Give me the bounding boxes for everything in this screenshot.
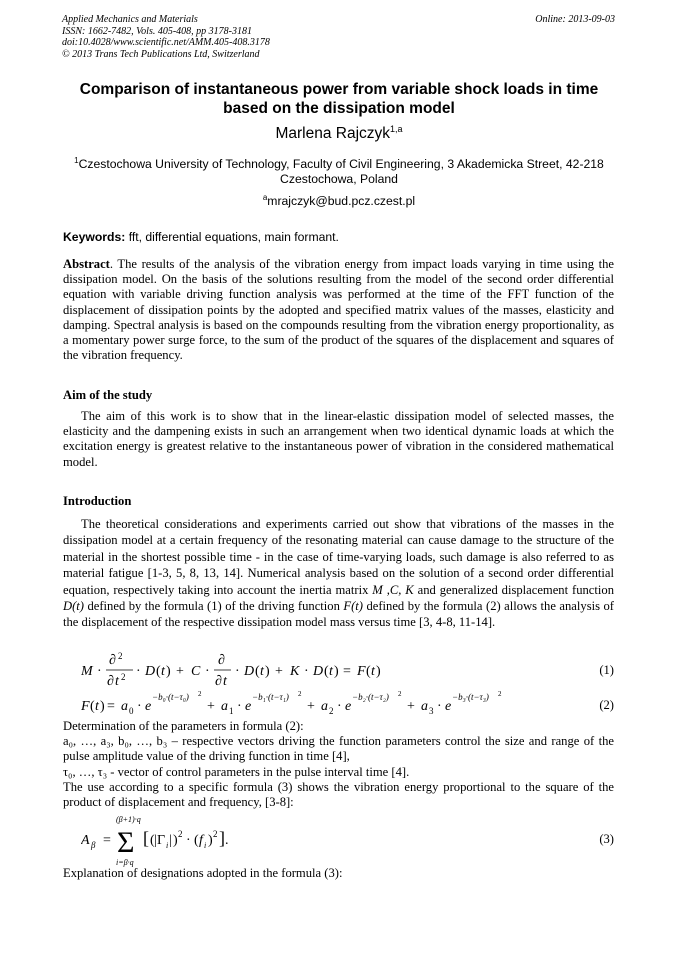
svg-text:i: i: [204, 841, 207, 850]
svg-text:(: (: [90, 699, 95, 714]
affiliation-line1: Czestochowa University of Technology, Faculty of Civil Engineering, 3 Akademicka Street, 42-218: [78, 157, 604, 171]
svg-text:A: A: [81, 833, 90, 848]
svg-text:F: F: [357, 664, 366, 679]
keywords-label: Keywords:: [63, 230, 126, 244]
svg-text:=: =: [107, 699, 115, 714]
journal-name: Applied Mechanics and Materials: [62, 14, 198, 25]
svg-text:0: 0: [129, 706, 134, 716]
svg-text:·: ·: [205, 664, 210, 679]
svg-text:t: t: [223, 674, 227, 689]
email: [60, 194, 618, 208]
affiliation-line2: Czestochowa, Poland: [280, 172, 398, 186]
svg-text:2: 2: [198, 690, 202, 698]
svg-text:=: =: [103, 833, 111, 848]
svg-text:2: 2: [398, 690, 402, 698]
svg-text:|: |: [154, 833, 157, 848]
abstract-text: . The results of the analysis of the vibration energy from impact loads varying in time using the dissipation model. On the basis of the solutions resulting from the model of the second order differential equation with variable driving function analysis was performed at the time of the FFT function of the displacement of dissipation points by the adopted and specified matrix values of the masses, elasticity and damping. Spectral analysis is based on the compounds resulting from the vibration energy proportionality, as a momentary power surge force, to the sum of the product of the squares of the displacement and squares of the vibration frequency.: [63, 257, 614, 363]
keywords: [63, 230, 339, 244]
online-date: Online: 2013-09-03: [535, 14, 615, 25]
svg-text:Γ: Γ: [157, 833, 166, 848]
journal-header: [62, 14, 270, 60]
params-a-b: a₀, …, a₃, b₀, …, b₃ – respective vectors driving the function parameters control the size and range of the pulse amplitude value of the driving function in time [4],: [63, 734, 614, 764]
intro-heading: Introduction: [63, 494, 132, 508]
svg-text:]: ]: [219, 828, 225, 848]
svg-text:·: ·: [97, 664, 102, 679]
svg-text:t: t: [329, 664, 333, 679]
author-sup: 1,a: [390, 123, 403, 134]
mck-symbols: M ,C, K: [372, 582, 414, 597]
svg-text:·: ·: [235, 664, 240, 679]
svg-text:[: [: [143, 828, 149, 848]
svg-text:i=β·q: i=β·q: [116, 858, 134, 867]
svg-text:−b₁·(t−τ₁): −b₁·(t−τ₁): [252, 692, 289, 702]
author-name: Marlena Rajczyk: [275, 125, 391, 142]
params-tau: τ₀, …, τ₃ - vector of control parameters in the pulse interval time [4].: [63, 765, 410, 779]
svg-text:f: f: [199, 833, 203, 848]
svg-text:): ): [208, 833, 213, 848]
svg-text:2: 2: [213, 829, 218, 839]
equation-1: [63, 651, 614, 687]
formula3-intro: The use according to a specific formula (3) shows the vibration energy proportional to the square of the product of displacement and frequency, [3-8]:: [63, 780, 614, 810]
equation-2-number: (2): [599, 698, 614, 712]
dt-symbol: D(t): [63, 599, 84, 614]
svg-text:(: (: [255, 664, 260, 679]
svg-text:2: 2: [121, 672, 126, 682]
svg-text:+: +: [275, 664, 283, 679]
svg-text:+: +: [176, 664, 184, 679]
author: [60, 125, 618, 143]
svg-text:+: +: [407, 699, 415, 714]
svg-text:): ): [334, 664, 339, 679]
aim-heading: Aim of the study: [63, 388, 153, 402]
svg-text:t: t: [161, 664, 165, 679]
svg-text:e: e: [345, 699, 352, 714]
svg-text:a: a: [121, 699, 128, 714]
svg-text:∂: ∂: [215, 674, 222, 689]
params-intro: Determination of the parameters in formula (2):: [63, 719, 304, 733]
email-sup: a: [262, 192, 268, 202]
svg-text:−b₃·(t−τ₃): −b₃·(t−τ₃): [452, 692, 489, 702]
svg-text:): ): [166, 664, 171, 679]
svg-text:a: a: [221, 699, 228, 714]
equation-2-formula: [81, 688, 521, 720]
svg-text:β: β: [91, 840, 96, 850]
svg-text:t: t: [371, 664, 375, 679]
paper-title: Comparison of instantaneous power from variable shock loads in time based on the dissipation model: [79, 81, 599, 117]
svg-text:(: (: [156, 664, 161, 679]
svg-text:·: ·: [337, 699, 342, 714]
equation-3: [63, 812, 614, 866]
svg-text:D: D: [244, 664, 255, 679]
svg-text:2: 2: [498, 690, 502, 698]
equation-1-formula: [81, 651, 501, 691]
svg-text:·: ·: [186, 833, 191, 848]
svg-text:·: ·: [137, 699, 142, 714]
svg-text:1: 1: [229, 706, 234, 716]
svg-text:M: M: [81, 664, 93, 679]
svg-text:∂: ∂: [218, 653, 225, 668]
svg-text:D: D: [313, 664, 324, 679]
svg-text:2: 2: [118, 651, 123, 661]
svg-text:a: a: [421, 699, 428, 714]
svg-text:2: 2: [298, 690, 302, 698]
svg-text:): ): [265, 664, 270, 679]
svg-text:(: (: [366, 664, 371, 679]
issn-line: ISSN: 1662-7482, Vols. 405-408, pp 3178-3181: [62, 25, 252, 37]
affiliation-sup: 1: [74, 155, 79, 165]
abstract-label: Abstract: [63, 257, 110, 271]
abstract: [63, 257, 614, 363]
equation-3-number: (3): [599, 832, 614, 846]
keywords-text: fft, differential equations, main formant.: [125, 230, 339, 244]
svg-text:|: |: [169, 833, 172, 848]
svg-text:(β+1)·q: (β+1)·q: [116, 815, 141, 824]
doi-line: doi:10.4028/www.scientific.net/AMM.405-408.3178: [62, 37, 270, 48]
svg-text:(: (: [194, 833, 199, 848]
svg-text:+: +: [307, 699, 315, 714]
svg-text:3: 3: [429, 706, 434, 716]
ft-symbol: F(t): [343, 599, 363, 614]
equation-3-formula: [81, 812, 321, 868]
svg-text:∂: ∂: [109, 653, 116, 668]
equation-1-number: (1): [599, 663, 614, 677]
svg-text:t: t: [95, 699, 99, 714]
intro-text: The theoretical considerations and experiments carried out show that vibrations of the masses in the dissipation model at a certain frequency of the resonating material can cause damage to the structure of the material in the shortest possible time - in the case of time-varying loads, such damage is also referred to as material fatigue [1-3, 5, 8, 13, 14]. Numerical analysis based on the solution of a second order differential equation, respectively taking into account the inertia matrix M ,C, K and generalized displacement function D(t) defined by the formula (1) of the driving function F(t) defined by the formula (2) allows the analysis of the displacement of the respective dissipation model mass versus time [3, 4-8, 11-14].: [63, 517, 614, 630]
svg-text:−b₂·(t−τ₂): −b₂·(t−τ₂): [352, 692, 389, 702]
email-address: mrajczyk@bud.pcz.czest.pl: [267, 194, 416, 208]
svg-text:∂: ∂: [107, 674, 114, 689]
copyright-line: © 2013 Trans Tech Publications Ltd, Switzerland: [62, 48, 260, 60]
svg-text:(: (: [150, 833, 155, 848]
svg-text:e: e: [145, 699, 152, 714]
svg-text:D: D: [145, 664, 156, 679]
svg-text:F: F: [81, 699, 90, 714]
svg-text:2: 2: [178, 829, 183, 839]
affiliation: [60, 157, 618, 187]
svg-text:=: =: [343, 664, 351, 679]
svg-text:−b₀·(t−τ₀): −b₀·(t−τ₀): [152, 692, 189, 702]
aim-text: The aim of this work is to show that in the linear-elastic dissipation model of selected masses, the elasticity and the dampening exists in such an arrangement when two identical dynamic loads at which the excitation energy is greatest relative to the instantaneous power of vibration in the considered mathematical model.: [63, 409, 614, 469]
svg-text:i: i: [166, 841, 169, 850]
svg-text:·: ·: [136, 664, 141, 679]
svg-text:): ): [173, 833, 178, 848]
svg-text:): ): [100, 699, 105, 714]
svg-text:e: e: [445, 699, 452, 714]
svg-text:+: +: [207, 699, 215, 714]
svg-text:t: t: [115, 674, 119, 689]
svg-text:e: e: [245, 699, 252, 714]
svg-text:K: K: [290, 664, 300, 679]
svg-text:.: .: [225, 833, 229, 848]
svg-text:): ): [376, 664, 381, 679]
svg-text:·: ·: [237, 699, 242, 714]
svg-text:C: C: [191, 664, 201, 679]
svg-text:2: 2: [329, 706, 334, 716]
svg-text:·: ·: [304, 664, 309, 679]
closing-line: Explanation of designations adopted in the formula (3):: [63, 866, 343, 880]
svg-text:a: a: [321, 699, 328, 714]
svg-text:(: (: [324, 664, 329, 679]
svg-text:t: t: [260, 664, 264, 679]
svg-text:·: ·: [437, 699, 442, 714]
svg-text:Σ: Σ: [117, 826, 135, 859]
